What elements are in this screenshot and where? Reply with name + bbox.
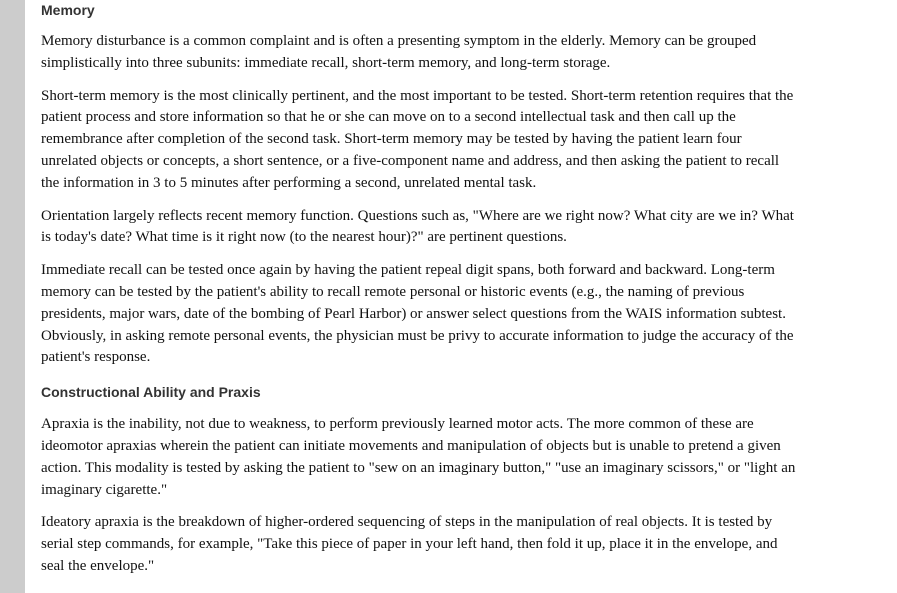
praxis-paragraph-2: Ideatory apraxia is the breakdown of higher-ordered sequencing of steps in the manipulation of real objects. It is tested by serial step commands, for example, "Take this piece of paper in your left hand, then fold it up, place it in the envelope, and seal the envelope." [41, 514, 778, 574]
praxis-paragraph-1: Apraxia is the inability, not due to weakness, to perform previously learned motor acts. The more common of these are ideomotor apraxias wherein the patient can initiate movements and manipulation of objects but is unable to pretend a given action. This modality is tested by asking the patient to "sew on an imaginary button," "use an imaginary scissors," or "light an imaginary cigarette." [41, 416, 796, 498]
memory-paragraph-3: Orientation largely reflects recent memory function. Questions such as, "Where are we right now? What city are we in? What is today's date? What time is it right now (to the nearest hour)?" are pertinent questions. [41, 207, 794, 246]
section-heading-memory: Memory [41, 2, 95, 18]
memory-paragraph-1: Memory disturbance is a common complaint and is often a presenting symptom in the elderly. Memory can be grouped simplistically into three subunits: immediate recall, short-term memory, and long-term storage. [41, 33, 757, 71]
memory-paragraph-4: Immediate recall can be tested once again by having the patient repeal digit spans, both forward and backward. Long-term memory can be tested by the patient's ability to recall remote personal or historic events (e.g., the naming of previous presidents, major wars, date of the bombing of Pearl Harbor) or answer select questions from the WAIS information subtest. Obviously, in asking remote personal events, the physician must be privy to accurate information to judge the accuracy of the patient's response. [41, 262, 794, 366]
section-heading-constructional-ability: Constructional Ability and Praxis [41, 384, 261, 401]
memory-paragraph-2: Short-term memory is the most clinically pertinent, and the most important to be tested. Short-term retention requires that the patient process and store information so that he or she can move on to a second intellectual task and then call up the remembrance after completion of the second task. Short-term memory may be tested by having the patient learn four unrelated objects or concepts, a short sentence, or a five-component name and address, and then asking the patient to recall the information in 3 to 5 minutes after performing a second, unrelated mental task. [41, 87, 794, 191]
article-content [41, 0, 801, 578]
left-sidebar-strip [0, 0, 25, 593]
